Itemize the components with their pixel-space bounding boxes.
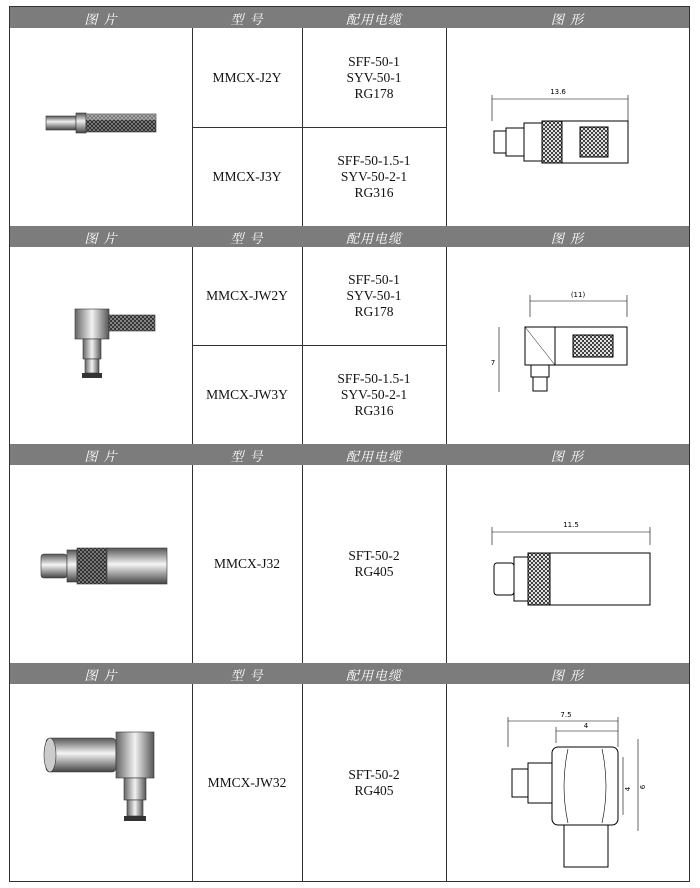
table-header bbox=[10, 663, 689, 684]
header-model: 型 号 bbox=[230, 232, 264, 247]
cable-cell: SFF-50-1 SYV-50-1 RG178 bbox=[346, 272, 402, 319]
right-angle-semirigid-plug-photo bbox=[40, 724, 170, 834]
model-cell: MMCX-JW2Y bbox=[206, 288, 288, 303]
product-block-4 bbox=[10, 663, 689, 881]
header-cable: 配用电缆 bbox=[345, 669, 402, 684]
cable-cell: SFF-50-1 SYV-50-1 RG178 bbox=[346, 53, 402, 101]
straight-semirigid-plug-photo bbox=[35, 540, 175, 595]
dimension-label: 7 bbox=[490, 359, 496, 367]
header-model: 型 号 bbox=[230, 669, 264, 684]
straight-semirigid-drawing bbox=[482, 505, 667, 625]
header-cable: 配用电缆 bbox=[345, 13, 402, 28]
right-angle-crimp-plug-photo bbox=[55, 297, 165, 392]
table-header bbox=[10, 226, 689, 247]
dimension-label: 6 bbox=[639, 784, 647, 790]
dimension-label: 4 bbox=[583, 722, 589, 730]
product-block-2 bbox=[10, 226, 689, 444]
header-drawing: 图 形 bbox=[550, 232, 585, 247]
header-model: 型 号 bbox=[230, 450, 264, 465]
straight-plug-drawing bbox=[488, 73, 668, 183]
right-angle-plug-drawing bbox=[485, 287, 665, 417]
right-angle-semirigid-drawing bbox=[488, 699, 668, 874]
header-drawing: 图 形 bbox=[550, 669, 585, 684]
header-photo: 图 片 bbox=[84, 232, 118, 247]
table-header bbox=[10, 7, 689, 28]
model-cell: MMCX-J2Y bbox=[212, 69, 282, 85]
dimension-label: 4 bbox=[624, 786, 632, 792]
header-cable: 配用电缆 bbox=[345, 450, 402, 465]
header-drawing: 图 形 bbox=[550, 13, 585, 28]
table-header bbox=[10, 444, 689, 465]
dimension-label: (11) bbox=[570, 291, 586, 299]
header-photo: 图 片 bbox=[84, 13, 118, 28]
model-cell: MMCX-J3Y bbox=[212, 168, 282, 184]
header-drawing: 图 形 bbox=[550, 450, 585, 465]
product-block-3 bbox=[10, 444, 689, 663]
product-block-1 bbox=[10, 7, 689, 226]
dimension-label: 7.5 bbox=[560, 711, 572, 719]
model-cell: MMCX-J32 bbox=[213, 556, 280, 571]
header-photo: 图 片 bbox=[84, 450, 118, 465]
dimension-label: 11.5 bbox=[563, 521, 579, 529]
cable-cell: SFF-50-1.5-1 SYV-50-2-1 RG316 bbox=[337, 152, 411, 200]
model-cell: MMCX-JW3Y bbox=[206, 386, 288, 402]
straight-crimp-plug-photo bbox=[40, 98, 170, 148]
cable-cell: SFT-50-2 RG405 bbox=[348, 548, 400, 579]
dimension-label: 13.6 bbox=[550, 88, 566, 96]
header-cable: 配用电缆 bbox=[345, 232, 402, 247]
cable-cell: SFT-50-2 RG405 bbox=[348, 766, 400, 798]
product-table bbox=[9, 6, 690, 882]
header-model: 型 号 bbox=[230, 13, 264, 28]
header-photo: 图 片 bbox=[84, 669, 118, 684]
cable-cell: SFF-50-1.5-1 SYV-50-2-1 RG316 bbox=[337, 370, 411, 418]
model-cell: MMCX-JW32 bbox=[207, 774, 287, 790]
